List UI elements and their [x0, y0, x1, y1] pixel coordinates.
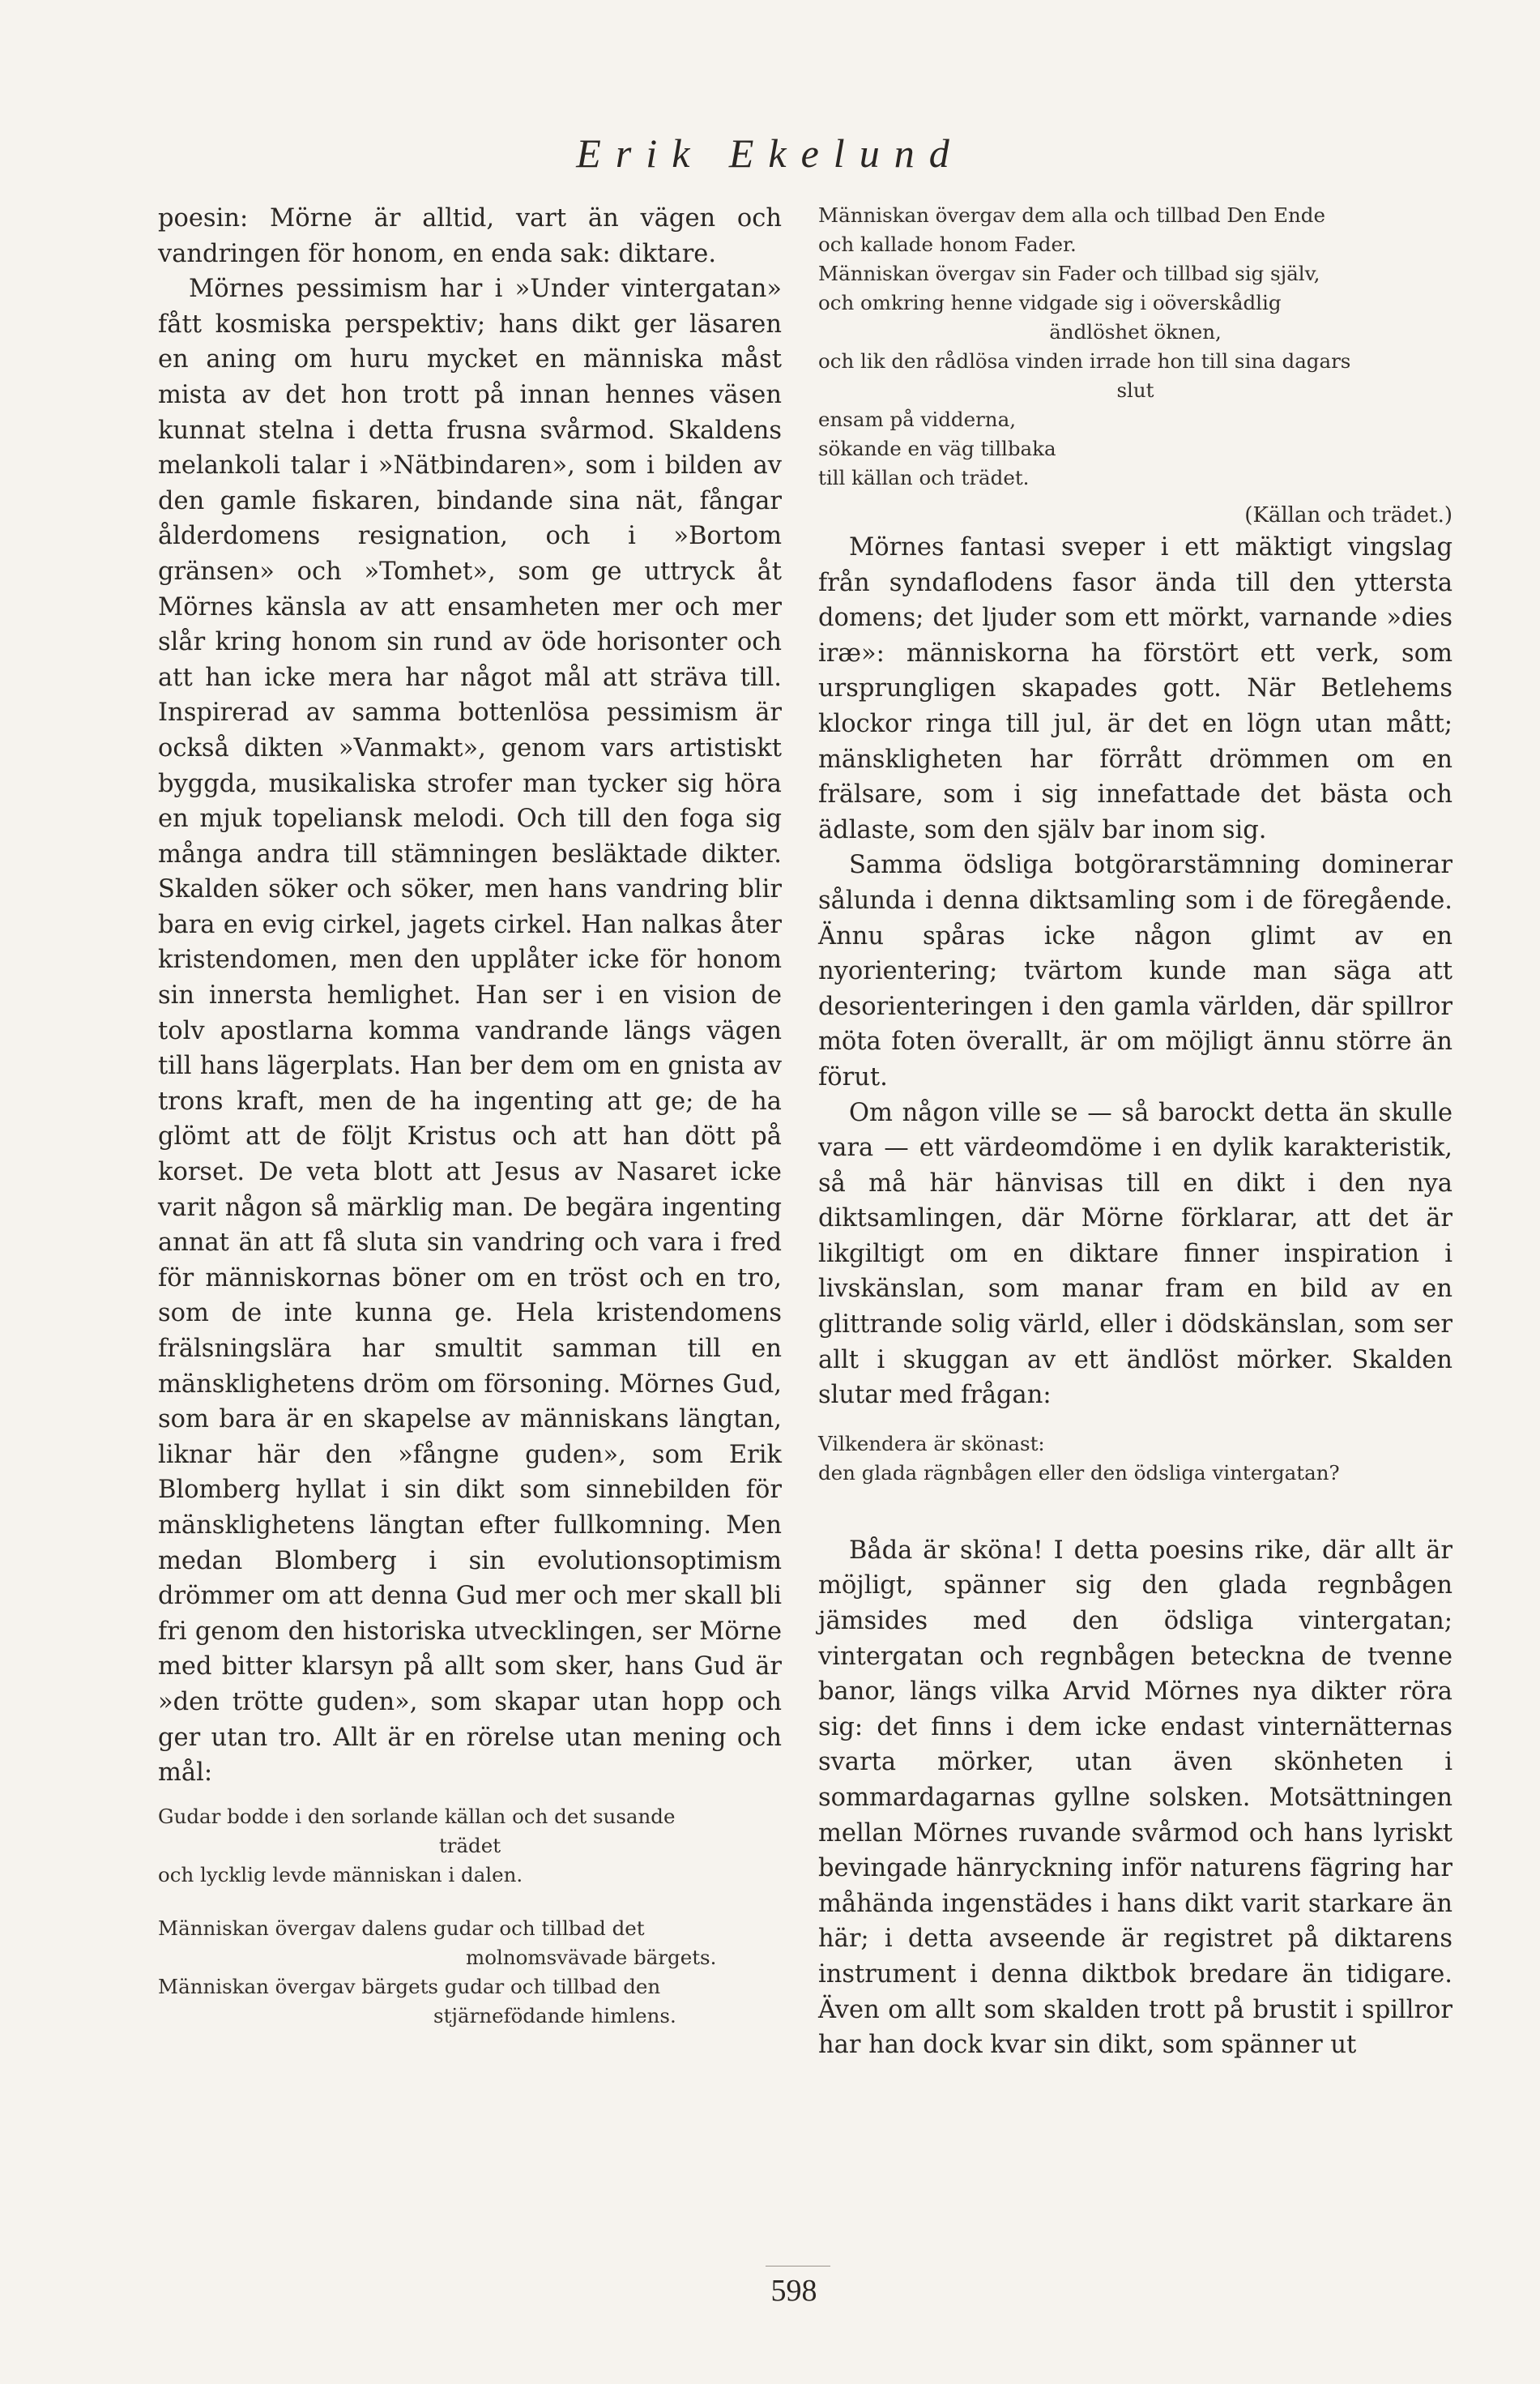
verse-line: ensam på vidderna, — [818, 408, 1016, 431]
verse-line: ändlöshet öknen, — [1049, 320, 1222, 344]
verse-line: slut — [1116, 378, 1154, 402]
paragraph: Mörnes pessimism har i »Under vintergatan» fått kosmiska perspektiv; hans dikt ger läsaren en aning om huru mycket en människa måst mista av det hon trott på innan hennes väsen kunnat stelna i detta frusna svårmod. Skaldens melankoli talar i »Nätbindaren», som i bilden av den gamle fiskaren, bindande sina nät, fångar ålderdomens resignation, och i »Bortom gränsen» och »Tomhet», som ge uttryck åt Mörnes känsla av att ensamheten mer och mer slår kring honom sin rund av öde horisonter och att han icke mera har något mål att sträva till. Inspirerad av samma bottenlösa pessimism är också dikten »Vanmakt», genom vars artistiskt byggda, musikaliska strofer man tycker sig höra en mjuk topeliansk melodi. Och till den foga sig många andra till stämningen besläktade dikter. Skalden söker och söker, men hans vandring blir bara en evig cirkel, jagets cirkel. Han nalkas åter kristendomen, men den upplåter icke för honom sin innersta hemlighet. Han ser i en vision de tolv apostlarna komma vandrande längs vägen till hans lägerplats. Han ber dem om en gnista av trons kraft, men de ha ingenting att ge; de ha glömt att de följt Kristus och att han dött på korset. De veta blott att Jesus av Nasaret icke varit någon så märklig man. De begära ingenting annat än att få sluta sin vandring och vara i fred för människornas böner om en tröst och en tro, som de inte kunna ge. Hela kristendomens frälsningslära har smultit samman till en mänsklighetens dröm om försoning. Mörnes Gud, som bara är en skapelse av människans längtan, liknar här den »fångne guden», som Erik Blomberg hyllat i sin dikt som sinnebilden för mänsklighetens längtan efter fullkomning. Men medan Blomberg i sin evolutionsoptimism drömmer om att denna Gud mer och mer skall bli fri genom den historiska utvecklingen, ser Mörne med bitter klarsyn på allt som sker, hans Gud är »den trötte guden», som skapar utan hopp och ger utan tro. Allt är en rörelse utan mening och mål: — [158, 275, 782, 1788]
paragraph: Samma ödsliga botgörarstämning dominerar sålunda i denna diktsamling som i de föregående. Ännu spåras icke någon glimt av en nyorientering; tvärtom kunde man säga att desorienteringen i den gamla världen, där spillror möta foten överallt, är om möjligt ännu större än förut. — [818, 851, 1453, 1092]
verse-line: den glada rägnbågen eller den ödsliga vintergatan? — [818, 1460, 1340, 1485]
right-column — [818, 201, 1453, 2063]
verse-line: Gudar bodde i den sorlande källan och det susande — [158, 1804, 676, 1828]
page-number: 598 — [770, 2274, 817, 2308]
verse-line: Vilkendera är skönast: — [818, 1431, 1045, 1455]
verse-line: och lik den rådlösa vinden irrade hon till sina dagars — [818, 349, 1351, 373]
verse-line: stjärnefödande himlens. — [433, 2003, 676, 2027]
verse-block — [158, 1914, 782, 2031]
verse-attribution: (Källan och trädet.) — [1244, 503, 1453, 528]
verse-block — [818, 201, 1453, 530]
verse-line: och lycklig levde människan i dalen. — [158, 1862, 523, 1886]
verse-line: trädet — [438, 1833, 501, 1857]
verse-line: Människan övergav sin Fader och tillbad sig själv, — [818, 262, 1320, 285]
verse-line: och kallade honom Fader. — [818, 233, 1077, 256]
paragraph: Mörnes fantasi sveper i ett mäktigt vingslag från syndaflodens fasor ända till den yttersta domens; det ljuder som ett mörkt, varnande »dies iræ»: människorna ha förstört ett verk, som ursprungligen skapades gott. När Betlehems klockor ringa till jul, är det en lögn utan mått; mänskligheten har förrått drömmen om en frälsare, som i sig innefattade det bästa och ädlaste, som den själv bar inom sig. — [818, 533, 1453, 844]
verse-line: Människan övergav bärgets gudar och tillbad den — [158, 1974, 661, 1998]
verse-line: till källan och trädet. — [818, 466, 1030, 489]
running-header: Erik Ekelund — [576, 130, 964, 176]
paragraph: Om någon ville se — så barockt detta än skulle vara — ett värdeomdöme i en dylik karakteristik, så må här hänvisas till en dikt i den nya diktsamlingen, där Mörne förklarar, att det är likgiltigt om en diktare finner inspiration i livskänslan, som manar fram en bild av en glittrande solig värld, eller i dödskänslan, som ser allt i skuggan av ett ändlöst mörker. Skalden slutar med frågan: — [818, 1098, 1453, 1410]
verse-line: sökande en väg tillbaka — [818, 437, 1056, 460]
verse-block — [818, 1429, 1453, 1488]
verse-line: molnomsvävade bärgets. — [466, 1945, 717, 1969]
footer-rule — [766, 2266, 830, 2267]
verse-line: Människan övergav dalens gudar och tillbad det — [158, 1916, 645, 1940]
paragraph: Båda är sköna! I detta poesins rike, där allt är möjligt, spänner sig den glada regnbågen jämsides med den ödsliga vintergatan; vintergatan och regnbågen beteckna de tvenne banor, längs vilka Arvid Mörnes nya dikter röra sig: det finns i dem icke endast vinternätternas svarta mörker, utan även skönheten i sommardagarnas gyllne solsken. Motsättningen mellan Mörnes ruvande svårmod och hans lyriskt bevingade hänryckning inför naturens fägring har måhända ingenstädes i hans dikt varit starkare än här; i detta avseende är registret på diktarens instrument i denna diktbok bredare än tidigare. Även om allt som skalden trott på brustit i spillror har han dock kvar sin dikt, som spänner ut — [818, 1536, 1453, 2060]
left-column — [158, 201, 782, 2031]
verse-block — [158, 1802, 782, 1890]
verse-line: Människan övergav dem alla och tillbad Den Ende — [818, 203, 1325, 227]
verse-line: och omkring henne vidgade sig i oöverskådlig — [818, 291, 1282, 314]
paragraph: poesin: Mörne är alltid, vart än vägen och vandringen för honom, en enda sak: diktare. — [158, 204, 782, 268]
